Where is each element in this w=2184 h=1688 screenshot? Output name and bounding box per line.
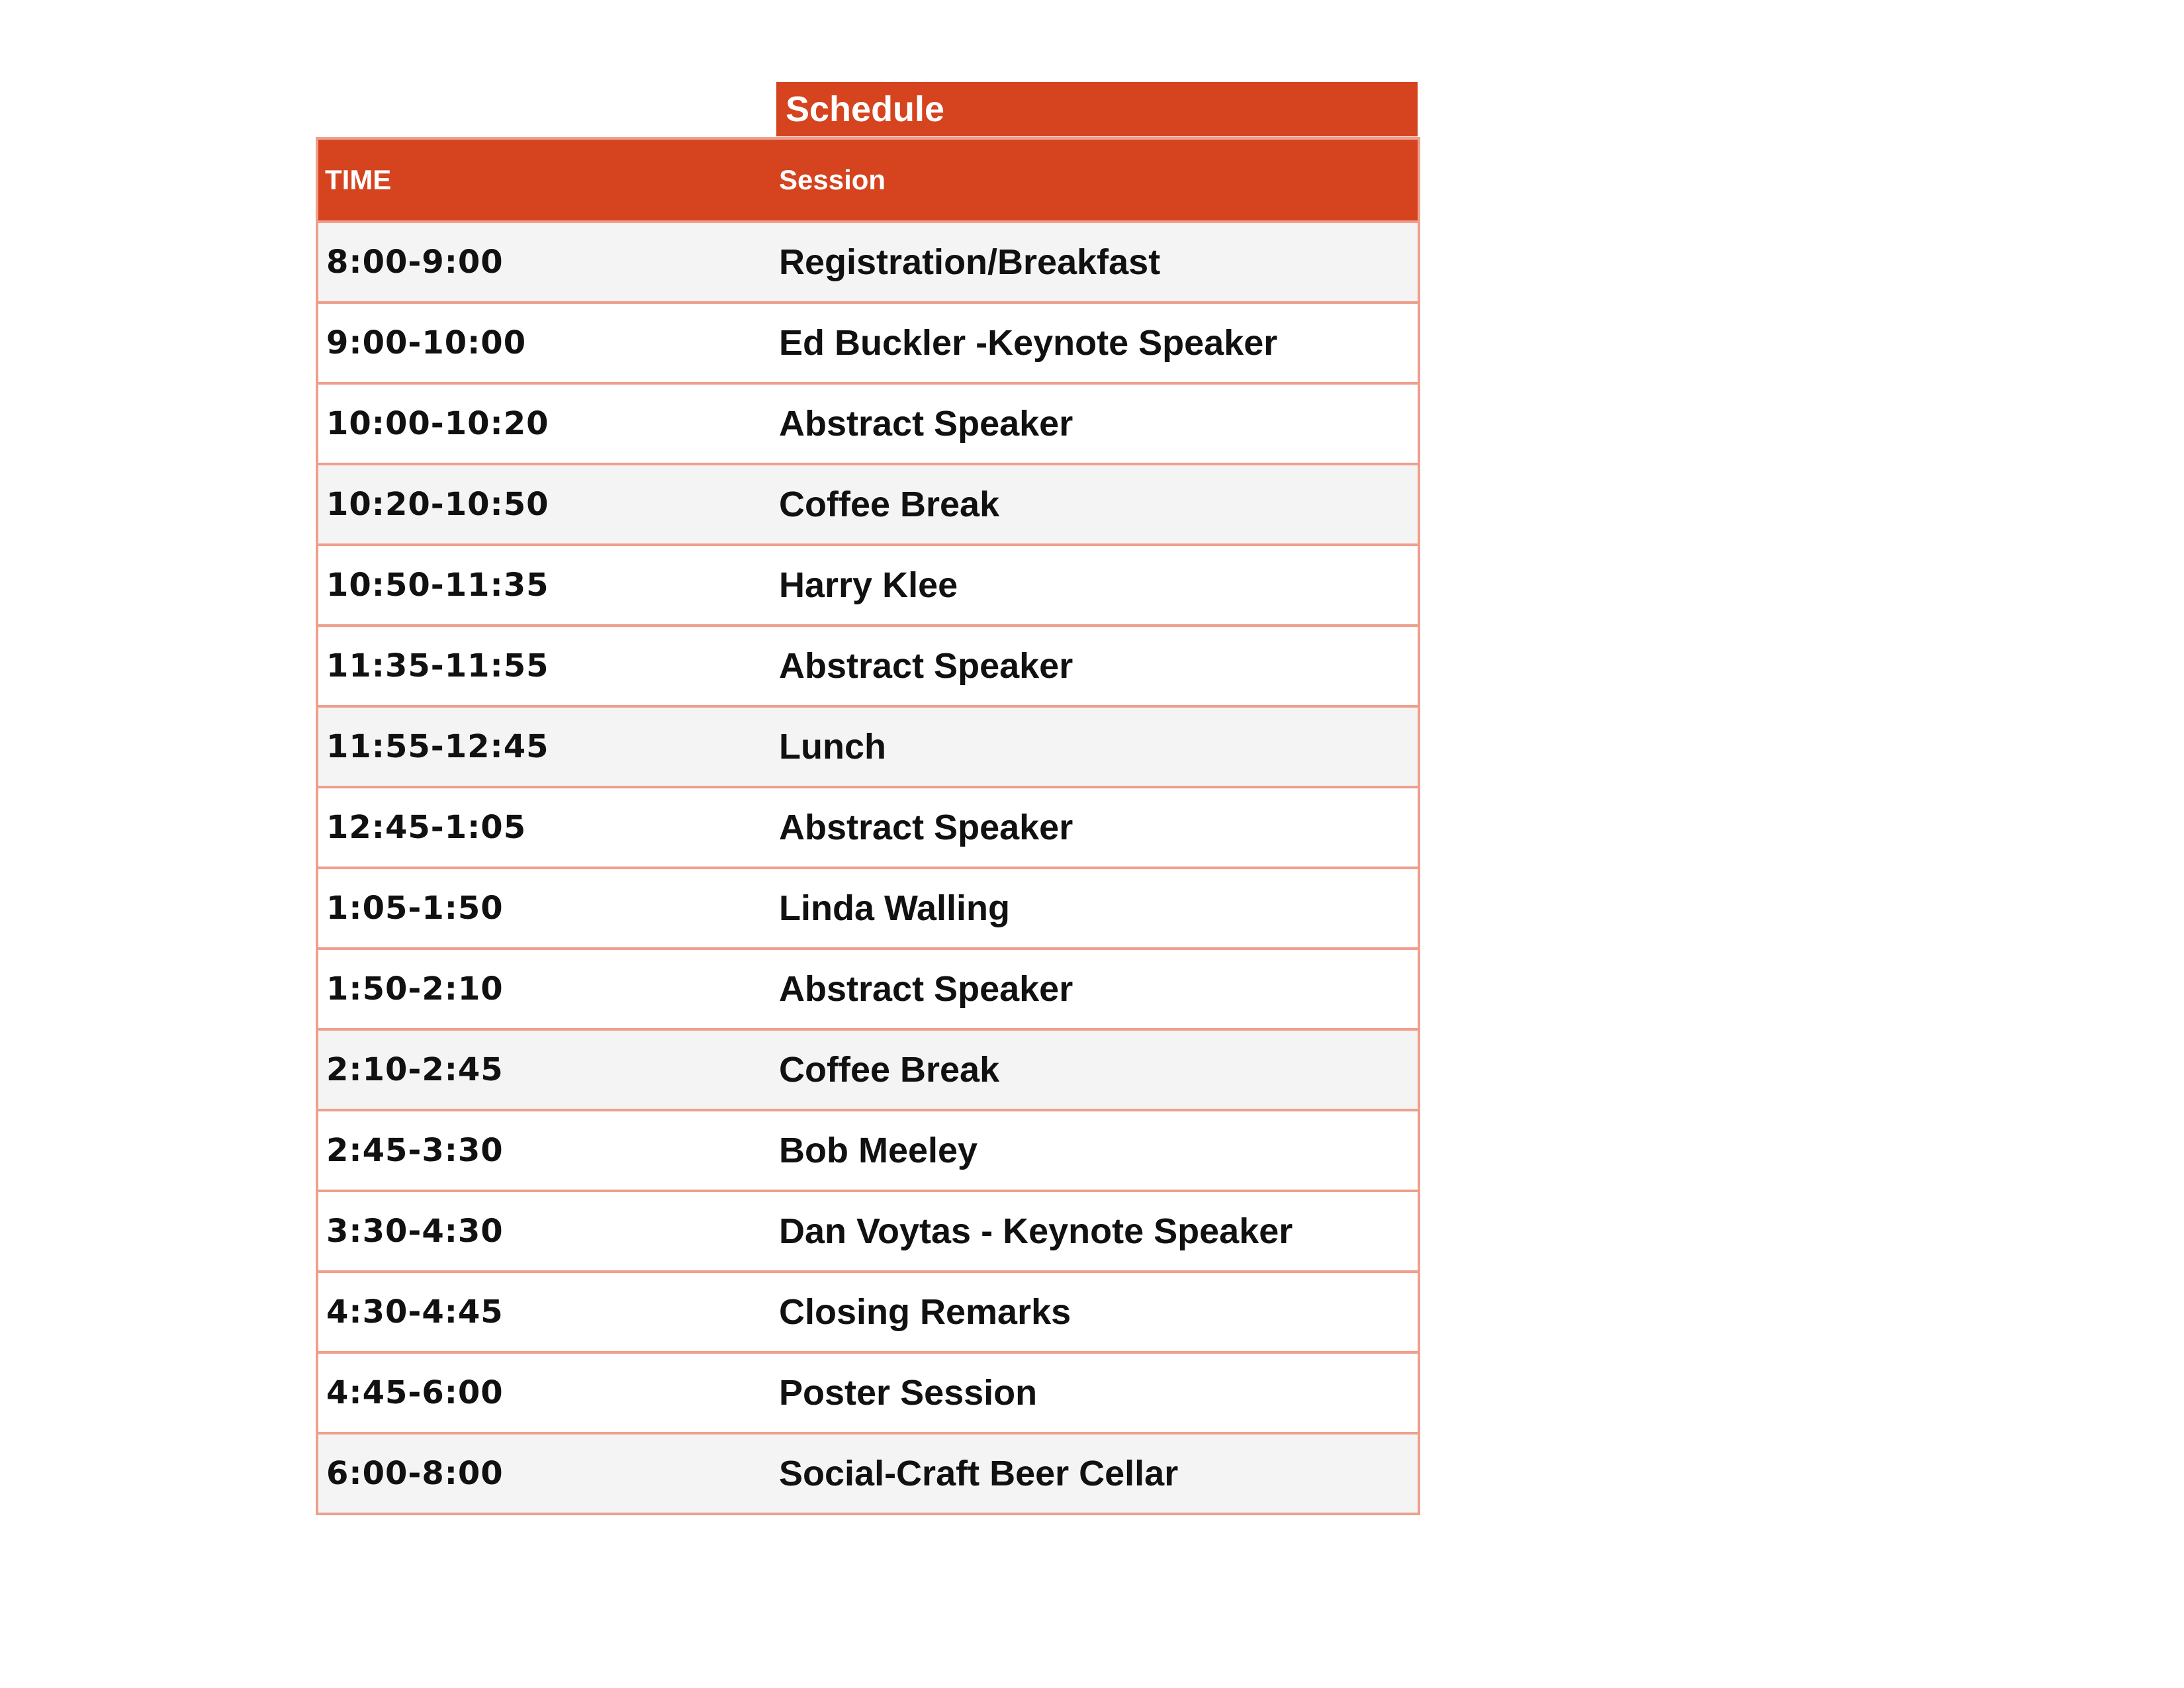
time-cell: 11:55-12:45	[317, 706, 778, 787]
table-row	[317, 464, 1419, 545]
session-cell: Bob Meeley	[778, 1110, 1419, 1191]
time-cell: 4:45-6:00	[317, 1352, 778, 1433]
table-row	[317, 868, 1419, 949]
session-cell: Harry Klee	[778, 545, 1419, 626]
time-cell: 9:00-10:00	[317, 303, 778, 383]
table-row	[317, 303, 1419, 383]
session-cell: Registration/Breakfast	[778, 222, 1419, 303]
time-cell: 10:20-10:50	[317, 464, 778, 545]
time-cell: 12:45-1:05	[317, 787, 778, 868]
session-cell: Closing Remarks	[778, 1272, 1419, 1352]
schedule-title: Schedule	[786, 89, 945, 129]
table-row	[317, 1352, 1419, 1433]
time-cell: 8:00-9:00	[317, 222, 778, 303]
table-row	[317, 383, 1419, 464]
time-column-header: TIME	[317, 138, 778, 222]
table-row	[317, 545, 1419, 626]
time-cell: 1:05-1:50	[317, 868, 778, 949]
time-cell: 1:50-2:10	[317, 949, 778, 1029]
time-cell: 2:45-3:30	[317, 1110, 778, 1191]
table-row	[317, 787, 1419, 868]
time-cell: 11:35-11:55	[317, 626, 778, 706]
session-cell: Abstract Speaker	[778, 626, 1419, 706]
session-cell: Abstract Speaker	[778, 787, 1419, 868]
session-cell: Coffee Break	[778, 464, 1419, 545]
session-cell: Social-Craft Beer Cellar	[778, 1433, 1419, 1514]
session-cell: Coffee Break	[778, 1029, 1419, 1110]
time-cell: 10:00-10:20	[317, 383, 778, 464]
session-cell: Poster Session	[778, 1352, 1419, 1433]
table-row	[317, 1433, 1419, 1514]
table-row	[317, 949, 1419, 1029]
table-row	[317, 222, 1419, 303]
session-cell: Linda Walling	[778, 868, 1419, 949]
table-row	[317, 1272, 1419, 1352]
session-column-header: Session	[778, 138, 1419, 222]
time-cell: 10:50-11:35	[317, 545, 778, 626]
time-cell: 6:00-8:00	[317, 1433, 778, 1514]
table-row	[317, 1029, 1419, 1110]
session-cell: Abstract Speaker	[778, 949, 1419, 1029]
time-cell: 2:10-2:45	[317, 1029, 778, 1110]
time-cell: 4:30-4:45	[317, 1272, 778, 1352]
session-cell: Abstract Speaker	[778, 383, 1419, 464]
table-row	[317, 706, 1419, 787]
time-cell: 3:30-4:30	[317, 1191, 778, 1272]
session-cell: Dan Voytas - Keynote Speaker	[778, 1191, 1419, 1272]
table-row	[317, 626, 1419, 706]
table-row	[317, 1191, 1419, 1272]
session-cell: Lunch	[778, 706, 1419, 787]
schedule-table	[316, 137, 1420, 1515]
schedule-body	[317, 222, 1419, 1514]
table-row	[317, 1110, 1419, 1191]
schedule-title-bar	[776, 82, 1418, 136]
session-cell: Ed Buckler -Keynote Speaker	[778, 303, 1419, 383]
header-row	[317, 138, 1419, 222]
